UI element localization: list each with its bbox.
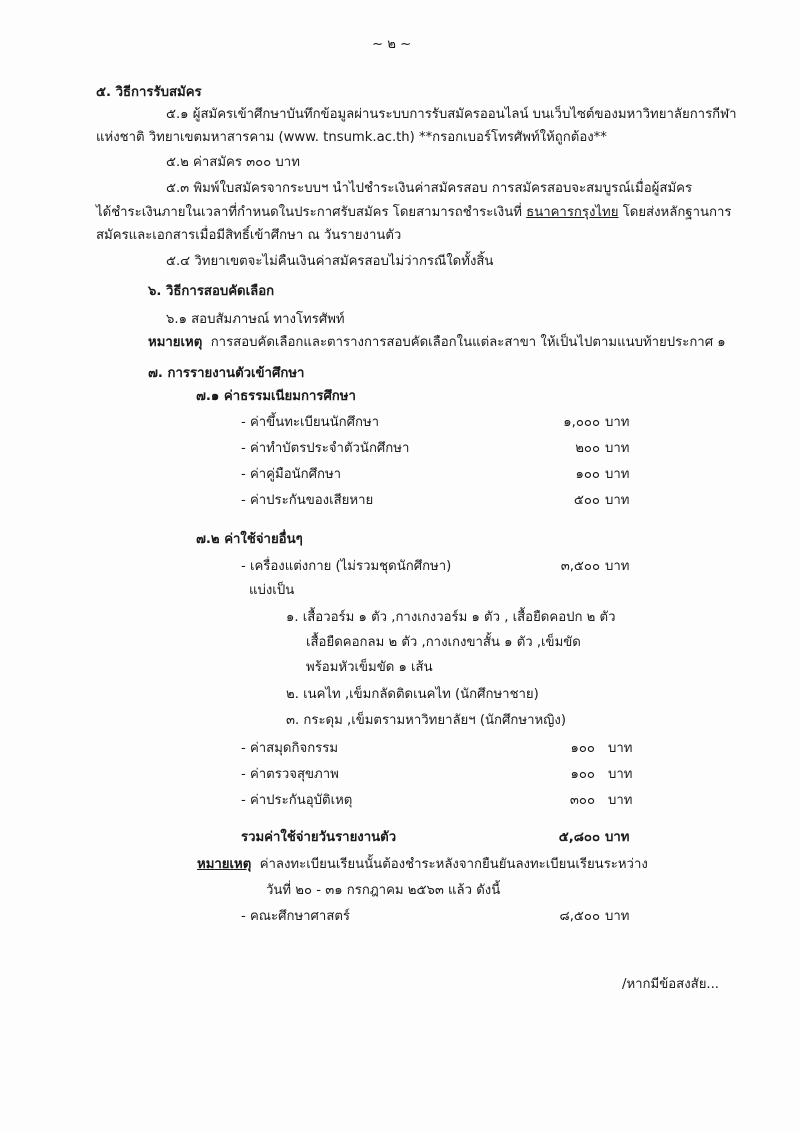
section-7-note	[197, 856, 648, 874]
item-5-3-text-a: ได้ชำระเงินภายในเวลาที่กำหนดในประกาศรับสมัคร โดยสามารถชำระเงินที่	[96, 205, 522, 220]
fee-unit: บาท	[605, 493, 630, 508]
item-5-3-line-1: ๕.๓ พิมพ์ใบสมัครจากระบบฯ นำไปชำระเงินค่าสมัครสอบ การสมัครสอบจะสมบูรณ์เมื่อผู้สมัคร	[166, 181, 693, 196]
note-label: หมายเหตุ	[148, 335, 203, 350]
fee-label: - ค่าทำบัตรประจำตัวนักศึกษา	[241, 441, 410, 456]
fee-label: - ค่าขึ้นทะเบียนนักศึกษา	[241, 415, 380, 430]
subsection-7-1-heading: ๗.๑ ค่าธรรมเนียมการศึกษา	[196, 389, 356, 404]
total-label: รวมค่าใช้จ่ายวันรายงานตัว	[241, 830, 397, 845]
note-text: การสอบคัดเลือกและตารางการสอบคัดเลือกในแต่ละสาขา ให้เป็นไปตามแนบท้ายประกาศ ๑	[210, 335, 726, 350]
section-6-note	[148, 334, 726, 352]
faculty-unit: บาท	[605, 909, 630, 924]
item-5-1-line-2: แห่งชาติ วิทยาเขตมหาสารคาม (www. tnsumk.ac.th) **กรอกเบอร์โทรศัพท์ให้ถูกต้อง**	[96, 130, 607, 145]
subsection-7-2-heading: ๗.๒ ค่าใช้จ่ายอื่นๆ	[196, 532, 303, 547]
item-5-3-text-b: โดยส่งหลักฐานการ	[622, 205, 732, 220]
faculty-amount: ๘,๕๐๐	[559, 909, 600, 924]
other-fee-amount: ๓๐๐	[569, 793, 595, 808]
other-fee-label: - ค่าสมุดกิจกรรม	[241, 741, 339, 756]
fee-label: - ค่าประกันของเสียหาย	[241, 493, 374, 508]
item-5-4: ๕.๔ วิทยาเขตจะไม่คืนเงินค่าสมัครสอบไม่ว่ากรณีใดทั้งสิ้น	[166, 254, 494, 269]
section-7-heading: ๗. การรายงานตัวเข้าศึกษา	[148, 366, 305, 381]
fee-amount: ๑๐๐	[575, 467, 600, 482]
fee-unit: บาท	[605, 415, 630, 430]
uniform-item-1-line-1: ๑. เสื้อวอร์ม ๑ ตัว ,กางเกงวอร์ม ๑ ตัว , เสื้อยืดคอปก ๒ ตัว	[286, 610, 616, 625]
other-fee-amount: ๑๐๐	[570, 741, 595, 756]
fee-unit: บาท	[605, 441, 630, 456]
item-6-1: ๖.๑ สอบสัมภาษณ์ ทางโทรศัพท์	[166, 312, 345, 327]
uniform-item-2: ๒. เนคไท ,เข็มกลัดติดเนคไท (นักศึกษาชาย)	[286, 687, 539, 702]
divided-label: แบ่งเป็น	[249, 583, 295, 598]
total-amount: ๕,๘๐๐	[558, 830, 600, 845]
other-fee-unit: บาท	[608, 741, 633, 756]
other-fee-unit: บาท	[608, 793, 633, 808]
section-6-heading: ๖. วิธีการสอบคัดเลือก	[148, 284, 275, 299]
item-5-3-line-3: สมัครและเอกสารเมื่อมีสิทธิ์เข้าศึกษา ณ วันรายงานตัว	[96, 228, 402, 243]
note-label: หมายเหตุ	[197, 857, 252, 872]
page-number: ~ ๒ ~	[372, 37, 412, 52]
note-text: ค่าลงทะเบียนเรียนนั้นต้องชำระหลังจากยืนยันลงทะเบียนเรียนระหว่าง	[259, 857, 648, 872]
uniform-item-1-line-3: พร้อมหัวเข็มขัด ๑ เส้น	[306, 660, 433, 675]
bank-name: ธนาคารกรุงไทย	[526, 205, 619, 220]
uniform-item-3: ๓. กระดุม ,เข็มตรามหาวิทยาลัยฯ (นักศึกษาหญิง)	[286, 713, 566, 728]
continuation-text: /หากมีข้อสงสัย...	[622, 977, 719, 992]
item-5-3-line-2	[96, 204, 731, 222]
other-fee-label: - ค่าตรวจสุขภาพ	[241, 767, 339, 782]
fee-amount: ๕๐๐	[573, 493, 600, 508]
other-fee-label: - ค่าประกันอุบัติเหตุ	[241, 793, 353, 808]
fee-amount: ๒๐๐	[575, 441, 600, 456]
uniform-label: - เครื่องแต่งกาย (ไม่รวมชุดนักศึกษา)	[241, 559, 452, 574]
note-line-2: วันที่ ๒๐ - ๓๑ กรกฎาคม ๒๕๖๓ แล้ว ดังนี้	[266, 883, 501, 898]
item-5-1-line-1: ๕.๑ ผู้สมัครเข้าศึกษาบันทึกข้อมูลผ่านระบบการรับสมัครออนไลน์ บนเว็บไซต์ของมหาวิทยาลัยการกีฬา	[166, 107, 737, 122]
fee-unit: บาท	[605, 467, 630, 482]
uniform-amount: ๓,๕๐๐	[560, 559, 600, 574]
faculty-label: - คณะศึกษาศาสตร์	[241, 909, 351, 924]
fee-amount: ๑,๐๐๐	[563, 415, 600, 430]
uniform-item-1-line-2: เสื้อยืดคอกลม ๒ ตัว ,กางเกงขาสั้น ๑ ตัว ,เข็มขัด	[306, 635, 581, 650]
other-fee-unit: บาท	[608, 767, 633, 782]
total-unit: บาท	[605, 830, 630, 845]
section-5-heading: ๕. วิธีการรับสมัคร	[96, 85, 202, 100]
uniform-unit: บาท	[605, 559, 630, 574]
other-fee-amount: ๑๐๐	[570, 767, 595, 782]
fee-label: - ค่าคู่มือนักศึกษา	[241, 467, 342, 482]
item-5-2: ๕.๒ ค่าสมัคร ๓๐๐ บาท	[166, 155, 300, 170]
